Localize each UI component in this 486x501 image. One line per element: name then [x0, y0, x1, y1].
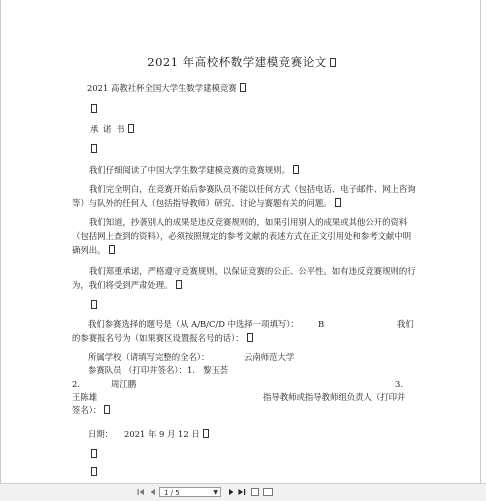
pledge-paragraph-4-text: 我们郑重承诺，严格遵守竞赛规则，以保证竞赛的公正、公平性。如有违反竞赛规则的行为，我们将受到严肃处理。: [72, 266, 416, 290]
single-page-view-icon[interactable]: [251, 488, 259, 496]
paragraph-mark-icon: [91, 104, 97, 113]
paragraph-mark-icon: [91, 467, 97, 476]
last-page-icon[interactable]: [238, 488, 246, 498]
pledge-heading-text: 承 诺 书: [90, 124, 126, 134]
member-2-name: 周江鹏: [111, 379, 137, 389]
member-2-prefix: 2.: [72, 379, 80, 389]
paragraph-mark-icon: [109, 245, 115, 254]
member-3-name: 王陈雄: [72, 392, 98, 402]
school-label: 所属学校（请填写完整的全名）：: [88, 352, 210, 362]
pdf-navigation-toolbar: [0, 483, 486, 501]
paragraph-mark-icon: [128, 124, 134, 133]
pledge-paragraph-3-text: 我们知道，抄袭别人的成果是违反竞赛规则的，如果引用别人的成果或其他公开的资料（包括网上查到的资料），必须按照规定的参考文献的表述方式在正文引用处和参考文献中明确列出。: [72, 217, 412, 255]
paragraph-mark-line: [88, 467, 97, 478]
date-label: 日期：: [88, 429, 114, 439]
page-number-select[interactable]: [159, 487, 221, 497]
paragraph-mark-icon: [203, 429, 209, 438]
first-page-icon[interactable]: [137, 488, 145, 498]
topic-line-end: 我们: [397, 319, 414, 329]
next-page-icon[interactable]: [228, 488, 235, 498]
pledge-heading: [90, 124, 134, 135]
paragraph-mark-icon: [330, 58, 336, 67]
page-indicator-text: 1 / 5: [164, 489, 180, 497]
two-page-view-icon[interactable]: [263, 488, 273, 496]
competition-subtitle-text: 2021 高教社杯全国大学生数学建模竞赛: [87, 83, 237, 93]
paragraph-mark-line: [88, 104, 97, 115]
paragraph-mark-icon: [240, 83, 246, 92]
paragraph-mark-line: [88, 144, 97, 155]
paragraph-mark-line: [88, 449, 97, 460]
date-value-text: 2021 年 9 月 12 日: [124, 429, 200, 439]
member-1-name: 黎玉荟: [203, 365, 229, 375]
registration-line: [72, 333, 253, 344]
paragraph-mark-icon: [293, 165, 299, 174]
pledge-paragraph-1-text: 我们仔细阅读了中国大学生数学建模竞赛的竞赛规则。: [89, 165, 290, 175]
paragraph-mark-icon: [91, 449, 97, 458]
advisor-label-continued-text: 签名）：: [72, 405, 102, 415]
topic-value: B: [318, 319, 325, 329]
prev-page-icon[interactable]: [149, 488, 156, 498]
pledge-paragraph-3: [72, 215, 418, 257]
pledge-paragraph-4: [72, 264, 418, 292]
pledge-paragraph-2: [72, 182, 418, 210]
document-title-text: 2021 年高校杯数学建模竞赛论文: [147, 55, 327, 69]
school-value: 云南师范大学: [244, 352, 295, 362]
paragraph-mark-icon: [91, 144, 97, 153]
paragraph-mark-icon: [176, 280, 182, 289]
paragraph-mark-icon: [91, 300, 97, 309]
page-border-left: [0, 0, 1, 483]
topic-line-label: 我们参赛选择的题号是（从 A/B/C/D 中选择一项填写）：: [88, 319, 299, 329]
competition-subtitle: [87, 83, 246, 94]
date-value: [124, 429, 209, 440]
chevron-down-icon: ▼: [213, 489, 218, 496]
registration-line-text: 的参赛报名号为（如果赛区设置报名号的话）：: [72, 333, 244, 343]
pledge-paragraph-1: [72, 163, 418, 177]
member-3-prefix: 3.: [395, 379, 403, 389]
paragraph-mark-icon: [335, 198, 341, 207]
paragraph-mark-line: [88, 300, 97, 311]
paragraph-mark-icon: [247, 333, 253, 342]
paragraph-mark-icon: [104, 405, 110, 414]
document-title: [0, 54, 483, 70]
pledge-paragraph-2-text: 我们完全明白，在竞赛开始后参赛队员不能以任何方式（包括电话、电子邮件、网上咨询等）与队外的任何人（包括指导教师）研究、讨论与赛题有关的问题。: [72, 184, 416, 208]
page-border-right: [480, 0, 481, 483]
advisor-label-continued: [72, 405, 110, 416]
members-label: 参赛队员 （打印并签名）：1.: [88, 365, 195, 375]
advisor-label: 指导教师或指导教师组负责人（打印并: [263, 392, 406, 402]
